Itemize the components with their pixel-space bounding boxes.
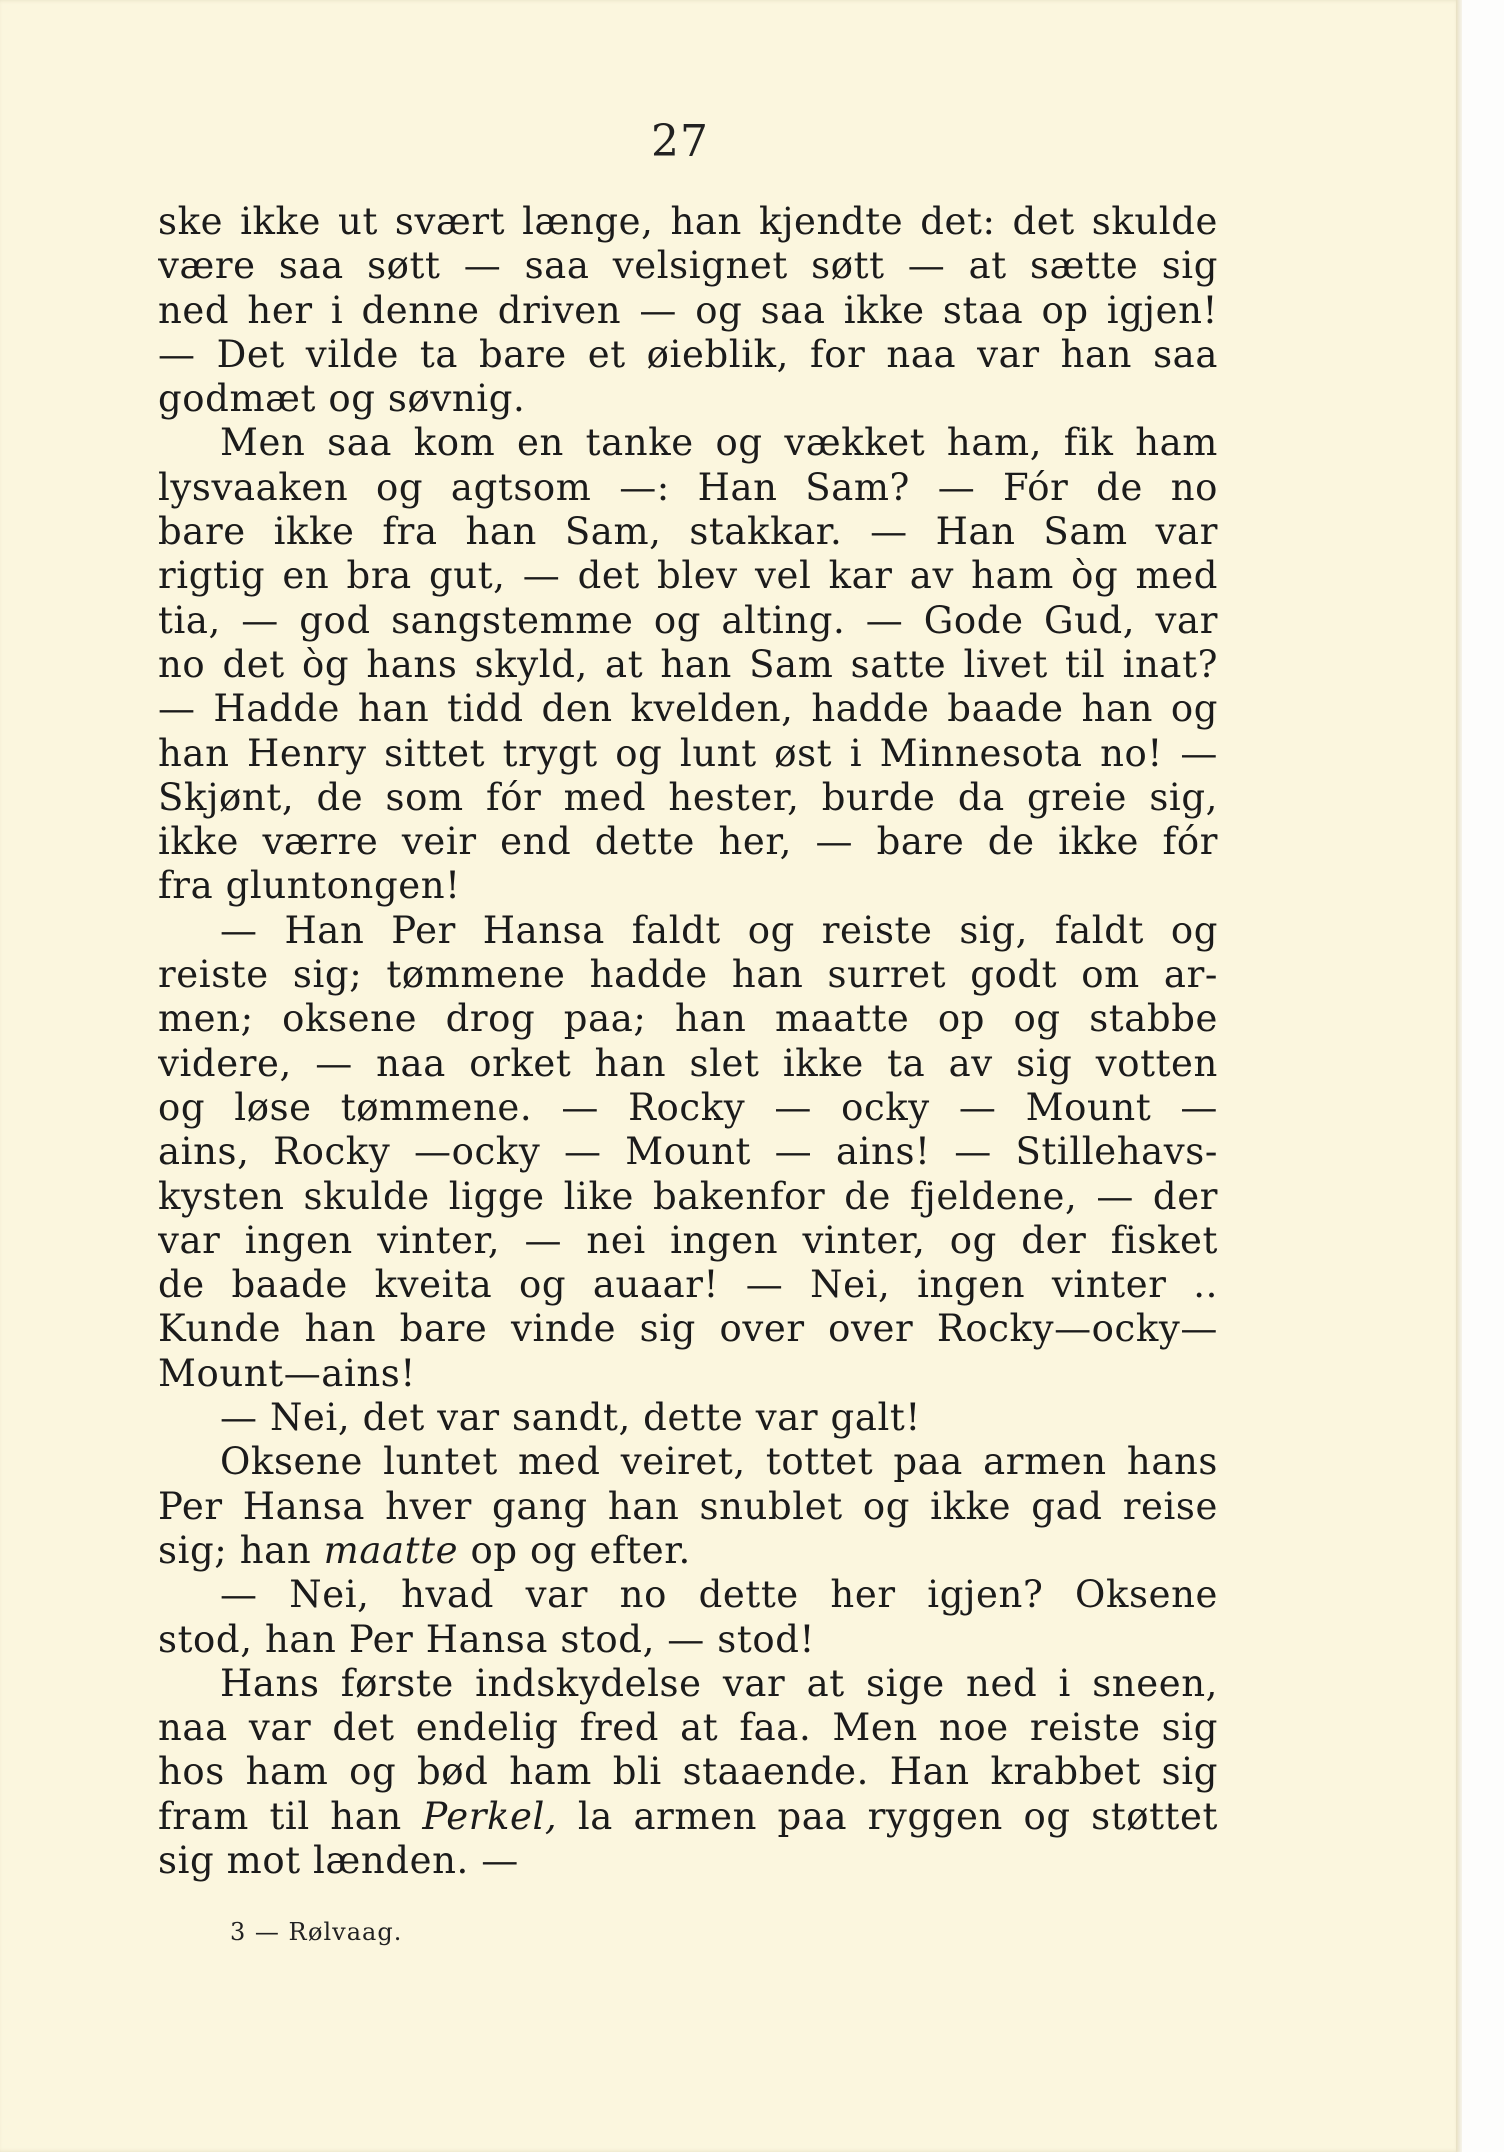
emphasis-text: maatte <box>323 1528 459 1572</box>
text-line: videre, — naa orket han slet ikke ta av sig votten <box>158 1041 1218 1085</box>
text-line: — Det vilde ta bare et øieblik, for naa var han saa <box>158 332 1218 376</box>
text-line: godmæt og søvnig. <box>158 377 526 421</box>
text-line: Kunde han bare vinde sig over over Rocky—ocky— <box>158 1307 1218 1351</box>
text-line: Oksene luntet med veiret, tottet paa armen hans <box>220 1440 1218 1484</box>
text-segment: sig; han <box>158 1528 312 1572</box>
text-line: ned her i denne driven — og saa ikke staa op igjen! <box>158 288 1218 332</box>
text-line: lysvaaken og agtsom —: Han Sam? — Fór de no <box>158 465 1218 509</box>
text-line: fra gluntongen! <box>158 864 461 908</box>
text-line: — Hadde han tidd den kvelden, hadde baade han og <box>158 687 1218 731</box>
text-line <box>158 1529 1218 1573</box>
text-line: — Han Per Hansa faldt og reiste sig, faldt og <box>220 908 1218 952</box>
text-line: sig mot lænden. — <box>158 1838 519 1882</box>
text-line: Hans første indskydelse var at sige ned i sneen, <box>220 1661 1218 1705</box>
text-line: ains, Rocky —ocky — Mount — ains! — Stillehavs- <box>158 1130 1218 1174</box>
text-line: ske ikke ut svært længe, han kjendte det: det skulde <box>158 200 1218 243</box>
text-line: Skjønt, de som fór med hester, burde da greie sig, <box>158 775 1218 819</box>
page-number: 27 <box>651 116 709 167</box>
text-line: — Nei, det var sandt, dette var galt! <box>220 1396 921 1440</box>
text-line: hos ham og bød ham bli staaende. Han krabbet sig <box>158 1750 1218 1794</box>
text-line: reiste sig; tømmene hadde han surret godt om ar- <box>158 953 1218 997</box>
text-segment: op og efter. <box>470 1528 691 1572</box>
body-text <box>158 200 1218 1883</box>
text-segment: fram til han <box>158 1794 402 1838</box>
text-line: no det òg hans skyld, at han Sam satte livet til inat? <box>158 642 1218 686</box>
text-line: og løse tømmene. — Rocky — ocky — Mount — <box>158 1085 1218 1129</box>
text-line: han Henry sittet trygt og lunt øst i Minnesota no! — <box>158 731 1218 775</box>
text-line <box>158 1795 1218 1839</box>
text-line: men; oksene drog paa; han maatte op og stabbe <box>158 997 1218 1041</box>
text-line: de baade kveita og auaar! — Nei, ingen vinter .. <box>158 1263 1218 1307</box>
footer-signature: 3 — Rølvaag. <box>230 1918 403 1946</box>
page-edge <box>1456 0 1462 2152</box>
emphasis-text: Perkel, <box>422 1794 558 1838</box>
text-line: — Nei, hvad var no dette her igjen? Oksene <box>220 1573 1218 1617</box>
text-line: ikke værre veir end dette her, — bare de ikke fór <box>158 820 1218 864</box>
text-line: Mount—ains! <box>158 1351 416 1395</box>
text-line: Per Hansa hver gang han snublet og ikke gad reise <box>158 1484 1218 1528</box>
text-line: kysten skulde ligge like bakenfor de fjeldene, — der <box>158 1174 1218 1218</box>
text-line: bare ikke fra han Sam, stakkar. — Han Sam var <box>158 510 1218 554</box>
text-line: stod, han Per Hansa stod, — stod! <box>158 1617 815 1661</box>
text-line: være saa søtt — saa velsignet søtt — at sætte sig <box>158 244 1218 288</box>
text-line: Men saa kom en tanke og vækket ham, fik ham <box>220 421 1218 465</box>
text-line: naa var det endelig fred at faa. Men noe reiste sig <box>158 1706 1218 1750</box>
text-line: var ingen vinter, — nei ingen vinter, og der fisket <box>158 1218 1218 1262</box>
text-segment: la armen paa ryggen og støttet <box>577 1794 1218 1838</box>
text-line: tia, — god sangstemme og alting. — Gode Gud, var <box>158 598 1218 642</box>
text-line: rigtig en bra gut, — det blev vel kar av ham òg med <box>158 554 1218 598</box>
